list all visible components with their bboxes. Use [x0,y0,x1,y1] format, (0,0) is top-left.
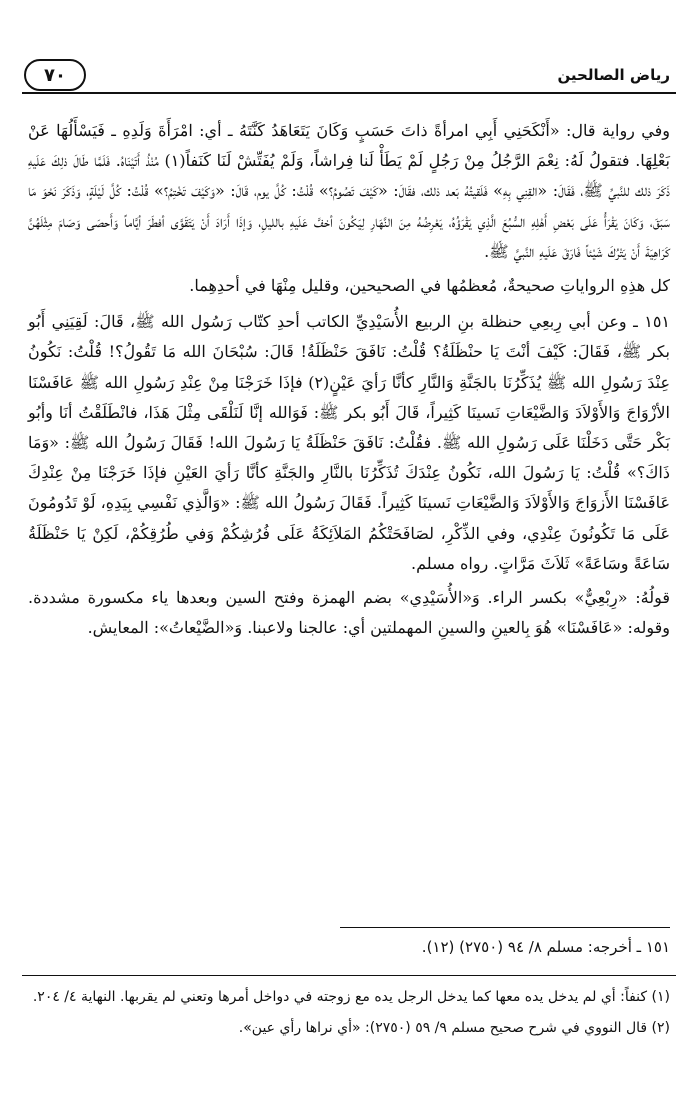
book-title: رياض الصالحين [557,66,670,84]
paragraph-hadith-151: ١٥١ ـ وعن أبي رِبعِي حنظلة بنِ الربيع الأُسَيْدِيِّ الكاتب أحدِ كتّاب رَسُول الله ﷺ، قَالَ: لَقِيَنِي أَبُو بكر ﷺ، فَقَالَ: كَيْفَ أنْتَ يَا حنْظَلَةُ؟ قُلْتُ: نَافَقَ حَنْظَلَةُ! قَالَ: سُبْحَانَ الله مَا تَقُولُ؟! قُلْتُ: نَكُونُ عِنْدَ رَسُولِ الله ﷺ يُذَكِّرُنَا بالجَنَّةِ وَالنَّارِ كأنَّا رَأيَ عَيْنٍ(٢) فإذَا خَرَجْنَا مِنْ عِنْدِ رَسُولِ الله ﷺ عَافَسْنَا الأزْوَاجَ وَالأَوْلاَدَ وَالضَّيْعَاتِ نَسينَا كَثِيراً، قَالَ أَبُو بكر ﷺ: فَوَالله إنَّا لَنَلْقَى مِثْلَ هَذَا، فانْطَلَقْتُ أنَا وأبُو بَكْر حَتَّى دَخَلْنَا عَلَى رَسُولِ الله ﷺ. فقُلْتُ: نَافَقَ حَنْظَلَةُ يَا رَسُولَ الله! فَقَالَ رَسُولُ الله ﷺ: «وَمَا ذَاكَ؟» قُلْتُ: يَا رَسُولَ الله، نَكُونُ عِنْدَكَ تُذَكِّرُنَا بالنَّارِ والجَنَّةِ كأنَّا رَأيَ العَيْنِ فإذَا خَرَجْنَا مِنْ عِنْدِكَ عَافَسْنَا الأَزوَاجَ وَالأَوْلاَدَ وَالضَّيْعَاتِ نَسينَا كَثِيراً. فَقَالَ رَسُولُ الله ﷺ: «وَالَّذِي نَفْسِي بِيَدِهِ، لَوْ تَدُومُونَ عَلَى مَا تَكُونُونَ عِنْدِي، وفي الذِّكْرِ، لصَافَحَتْكُمُ المَلاَئِكَةُ عَلَى فُرُشِكُمْ وَفي طُرُقِكُمْ، لَكِنْ يَا حَنْظَلَةُ سَاعَةً وسَاعَةً» ثَلاَثَ مَرَّاتٍ. رواه مسلم. [28,312,670,573]
header-rule [22,92,676,94]
footnote-separator [340,927,670,928]
footnote-1: (١) كنفاً: أي لم يدخل يده معها كما يدخل الرجل يده مع زوجته في دواخل أمرها وتعني لم يقربها. النهاية ٤/ ٢٠٤. [32,989,670,1005]
footnotes-divider [22,975,676,976]
paragraph-narration: وفي رواية قال: «أَنْكَحَنِي أَبِي امرأةً ذاتَ حَسَبٍ وَكَانَ يَتَعَاهَدُ كَنَّتَهُ ـ أي: امْرَأَةَ وَلَدِهِ ـ فَيَسْأَلُهَا عَنْ بَعْلِهَا. فتقولُ لَهُ: نِعْمَ الرَّجُلُ مِنْ رَجُلٍ لَمْ يَطَأْ لَنا فِراشاً، وَلَمْ يُفَتِّشْ لَنَا كَنَفاً(١) مُنْذُ أَتَيْنَاهُ. فَلَمَّا طَالَ ذلِكَ عَلَيهِ ذَكَرَ ذلك للنَّبيِّ ﷺ، فَقَالَ: «القِنِي بِهِ» فَلَقيتُهُ بَعد ذلك، فقَالَ: «كَيْفَ تَصُومُ؟» قُلْتُ: كُلَّ يوم، قَالَ: «وَكَيْفَ تَخْتِمُ؟» قُلْتُ: كُلَّ لَيْلَةٍ، وَذَكَرَ نَحْوَ مَا سَبَقَ، وَكَانَ يَقْرَأُ عَلَى بَعْضِ أَهْلِهِ السُّبُعَ الَّذِي يَقْرَؤُهُ، يَعْرِضُهُ مِنَ النَّهَارِ لِيَكُونَ أخفَّ عَلَيهِ بالليلِ، وَإذَا أَرَادَ أَنْ يَتَقَوَّى أفطَرَ أيَّاماً وَأَحصَى وَصَامَ مِثْلَهُنَّ كَرَاهِيَةَ أَنْ يَتْرُكَ شَيْئاً فَارَقَ عَلَيهِ النَّبيَّ ﷺ. [28,121,671,261]
footnote-2: (٢) قال النووي في شرح صحيح مسلم ٩/ ٥٩ (٢٧٥٠): «أي نراها رأي عين». [238,1020,670,1036]
page-header [22,58,676,92]
paragraph-glossary: قولُهُ: «رِبْعِيٌّ» بكسر الراء. وَ«الأُسَيْدِي» بضم الهمزة وفتح السين وبعدها ياء مكسورة مشددة. وقوله: «عَافَسْنَا» هُوَ بِالعينِ والسينِ المهملتين أي: عالجنا ولاعبنا. وَ«الضَّيْعاتُ»: المعايش. [28,588,670,638]
main-text [28,116,670,647]
hadith-source-note: ١٥١ ـ أخرجه: مسلم ٨/ ٩٤ (٢٧٥٠) (١٢). [421,938,670,956]
paragraph-narrations-note: كل هذِهِ الرواياتِ صحيحةٌ، مُعظمُها في الصحيحين، وقليل مِنْهَا في أحدِهِما. [189,276,670,296]
footnotes [28,984,670,1046]
page-number: ٧٠ [24,59,86,91]
